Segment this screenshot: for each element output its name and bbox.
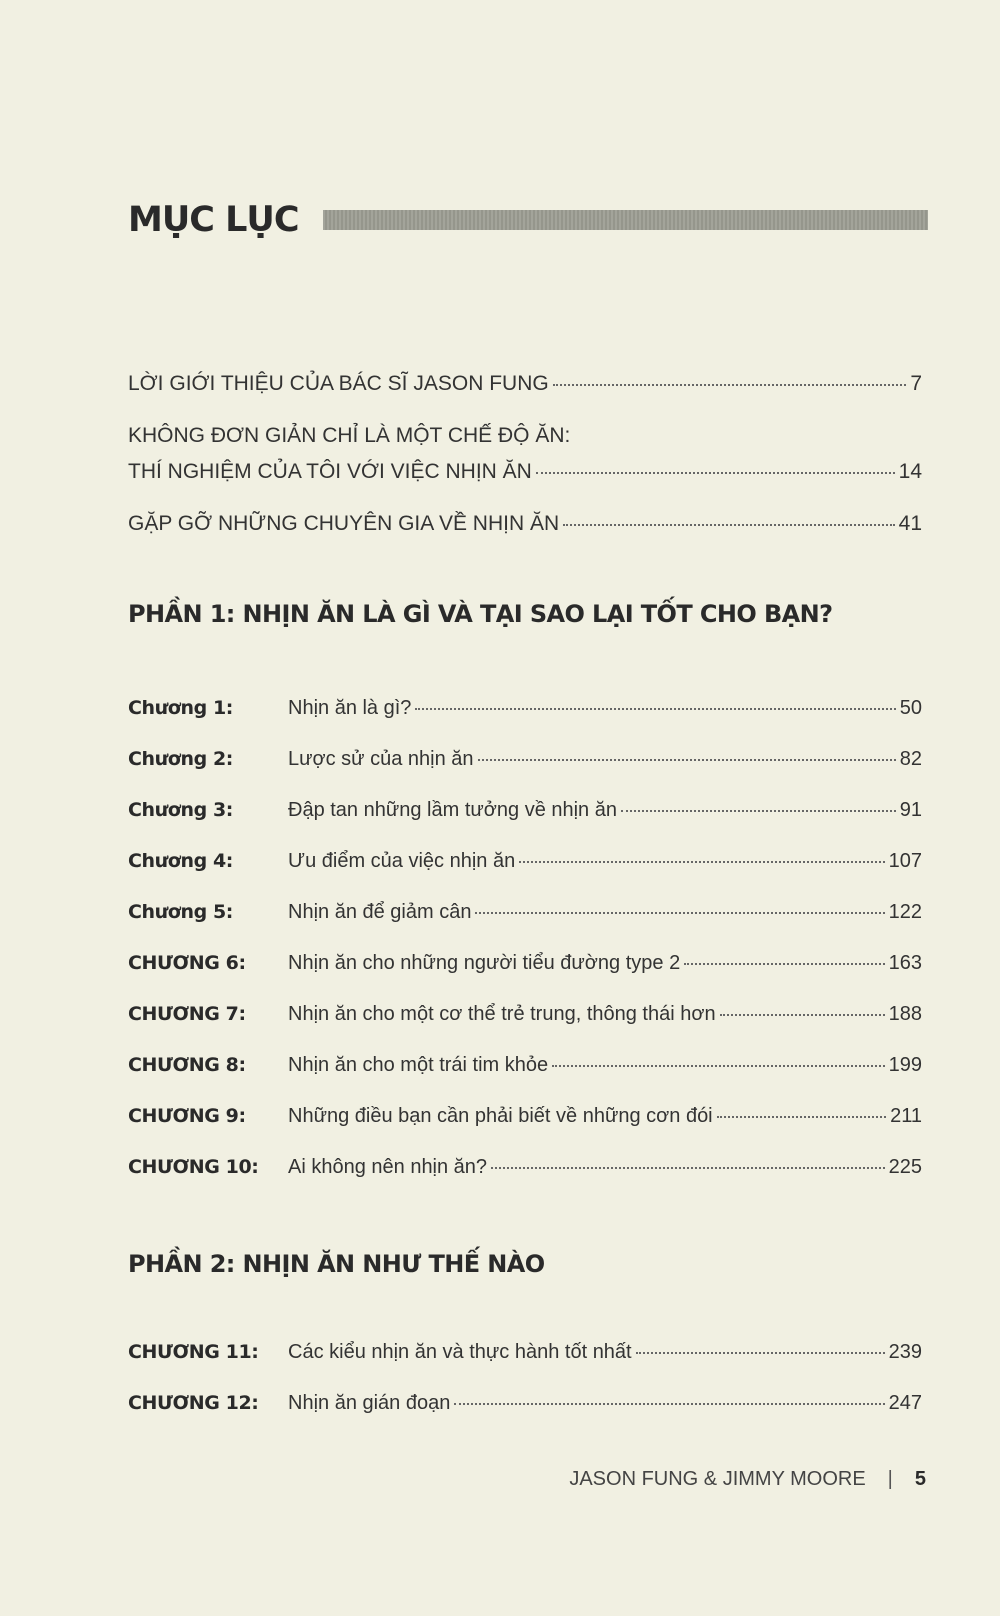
toc-entry-experiment[interactable] [128, 460, 922, 484]
dot-leader [519, 860, 884, 863]
dot-leader [684, 962, 884, 965]
chapter-title: Ưu điểm của việc nhịn ăn [288, 850, 516, 872]
entry-page: 41 [898, 512, 922, 535]
part2-heading: PHẦN 2: NHỊN ĂN NHƯ THẾ NÀO [128, 1250, 545, 1278]
chapter-label: Chương 5: [128, 901, 234, 923]
dot-leader [475, 911, 884, 914]
toc-title-row [128, 192, 928, 248]
chapter-label: CHƯƠNG 12: [128, 1392, 259, 1414]
dot-leader [621, 809, 896, 812]
dot-leader [415, 707, 895, 710]
chapter-page: 225 [888, 1156, 922, 1178]
chapter-title: Nhịn ăn cho những người tiểu đường type 2 [288, 952, 681, 974]
toc-chapter-7[interactable] [128, 1003, 922, 1026]
dot-leader [454, 1402, 884, 1405]
title-decorative-bar [323, 210, 928, 230]
toc-chapter-6[interactable] [128, 952, 922, 975]
chapter-page: 188 [888, 1003, 922, 1025]
page-footer [569, 1468, 926, 1491]
toc-entry-experiment-line1: KHÔNG ĐƠN GIẢN CHỈ LÀ MỘT CHẾ ĐỘ ĂN: [128, 424, 571, 447]
toc-entry-introduction[interactable] [128, 372, 922, 396]
part1-heading: PHẦN 1: NHỊN ĂN LÀ GÌ VÀ TẠI SAO LẠI TỐT CHO BẠN? [128, 600, 833, 628]
toc-chapter-12[interactable] [128, 1392, 922, 1415]
toc-chapter-10[interactable] [128, 1156, 922, 1179]
toc-chapter-2[interactable] [128, 748, 922, 771]
entry-title: LỜI GIỚI THIỆU CỦA BÁC SĨ JASON FUNG [128, 372, 549, 395]
dot-leader [491, 1166, 885, 1169]
chapter-title: Nhịn ăn cho một trái tim khỏe [288, 1054, 549, 1076]
toc-chapter-4[interactable] [128, 850, 922, 873]
entry-title: THÍ NGHIỆM CỦA TÔI VỚI VIỆC NHỊN ĂN [128, 460, 532, 483]
chapter-label: CHƯƠNG 9: [128, 1105, 246, 1127]
chapter-label: Chương 4: [128, 850, 234, 872]
dot-leader [552, 1064, 885, 1067]
chapter-label: CHƯƠNG 8: [128, 1054, 246, 1076]
chapter-title: Lược sử của nhịn ăn [288, 748, 474, 770]
toc-entry-experts[interactable] [128, 512, 922, 536]
toc-chapter-8[interactable] [128, 1054, 922, 1077]
dot-leader [553, 383, 907, 386]
toc-chapter-3[interactable] [128, 799, 922, 822]
chapter-label: CHƯƠNG 7: [128, 1003, 246, 1025]
chapter-label: Chương 1: [128, 697, 234, 719]
toc-chapter-9[interactable] [128, 1105, 922, 1128]
chapter-title: Những điều bạn cần phải biết về những cơn đói [288, 1105, 713, 1127]
chapter-page: 91 [899, 799, 922, 821]
entry-page: 14 [898, 460, 922, 483]
dot-leader [717, 1115, 886, 1118]
chapter-title: Ai không nên nhịn ăn? [288, 1156, 488, 1178]
chapter-page: 82 [899, 748, 922, 770]
footer-authors: JASON FUNG & JIMMY MOORE [569, 1468, 866, 1490]
chapter-title: Đập tan những lầm tưởng về nhịn ăn [288, 799, 617, 821]
chapter-page: 247 [888, 1392, 922, 1414]
chapter-page: 163 [888, 952, 922, 974]
chapter-label: CHƯƠNG 6: [128, 952, 246, 974]
dot-leader [478, 758, 896, 761]
chapter-title: Nhịn ăn gián đoạn [288, 1392, 451, 1414]
chapter-page: 211 [890, 1105, 922, 1127]
entry-page: 7 [910, 372, 922, 395]
toc-chapter-5[interactable] [128, 901, 922, 924]
chapter-title: Nhịn ăn để giảm cân [288, 901, 472, 923]
chapter-page: 122 [888, 901, 922, 923]
dot-leader [563, 523, 895, 526]
toc-chapter-1[interactable] [128, 697, 922, 720]
dot-leader [536, 471, 895, 474]
footer-separator: | [887, 1468, 893, 1490]
dot-leader [720, 1013, 885, 1016]
entry-title: GẶP GỠ NHỮNG CHUYÊN GIA VỀ NHỊN ĂN [128, 512, 560, 535]
chapter-title: Nhịn ăn cho một cơ thể trẻ trung, thông thái hơn [288, 1003, 716, 1025]
chapter-page: 199 [888, 1054, 922, 1076]
chapter-label: CHƯƠNG 10: [128, 1156, 259, 1178]
dot-leader [636, 1351, 885, 1354]
chapter-title: Các kiểu nhịn ăn và thực hành tốt nhất [288, 1341, 632, 1363]
chapter-page: 239 [888, 1341, 922, 1363]
chapter-page: 107 [888, 850, 922, 872]
chapter-page: 50 [899, 697, 922, 719]
footer-page-number: 5 [914, 1468, 926, 1490]
chapter-label: Chương 3: [128, 799, 234, 821]
chapter-title: Nhịn ăn là gì? [288, 697, 412, 719]
chapter-label: CHƯƠNG 11: [128, 1341, 259, 1363]
toc-title: MỤC LỤC [128, 200, 299, 240]
chapter-label: Chương 2: [128, 748, 234, 770]
toc-chapter-11[interactable] [128, 1341, 922, 1364]
